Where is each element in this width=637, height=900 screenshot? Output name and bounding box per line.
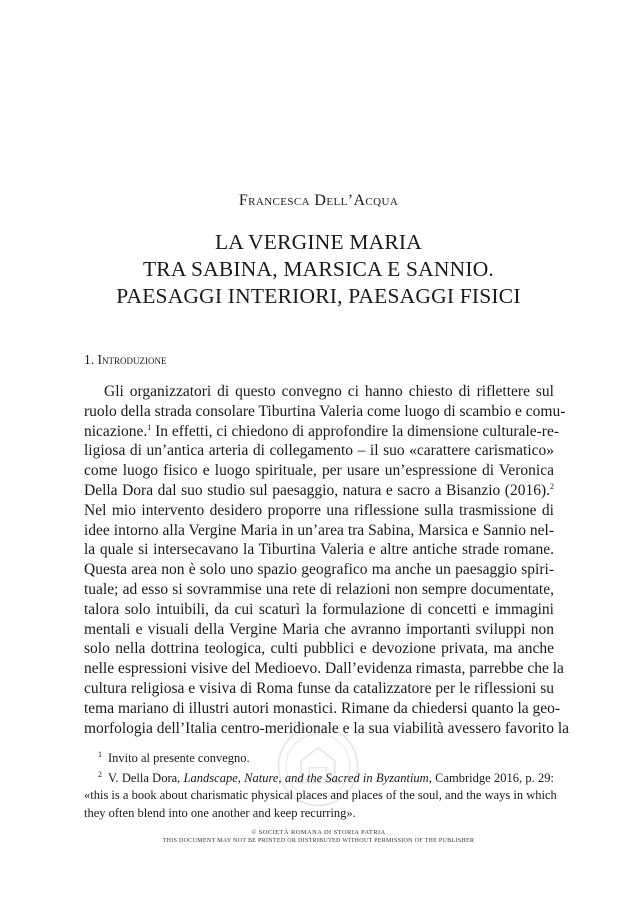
footnote-1 bbox=[84, 750, 554, 768]
footnote-text: Invito al presente convegno. bbox=[108, 751, 250, 765]
distribution-notice: THIS DOCUMENT MAY NOT BE PRINTED OR DISTRIBUTED WITHOUT PERMISSION OF THE PUBLISHER bbox=[162, 838, 475, 844]
body-text-fragment: Della Dora dal suo studio sul paesaggio, natura e sacro a Bisanzio (2016). bbox=[84, 481, 550, 499]
copyright-line: © SOCIETÀ ROMANA DI STORIA PATRIA bbox=[251, 829, 386, 836]
body-text bbox=[84, 382, 570, 738]
body-line: come luogo fisico e luogo spirituale, per usare un’espressione di Veronica bbox=[84, 462, 554, 480]
body-line: la quale si intersecavano la Tiburtina Valeria e altre antiche strade romane. bbox=[84, 541, 554, 559]
body-text-fragment: In effetti, ci chiedono di approfondire la dimensione culturale-re- bbox=[155, 422, 559, 440]
body-line: tema mariano di illustri autori monastici. Rimane da chiedersi quanto la geo- bbox=[84, 699, 561, 717]
footnote-reference[interactable]: 1 bbox=[147, 422, 152, 432]
body-line: Gli organizzatori di questo convegno ci hanno chiesto di riflettere sul bbox=[104, 383, 554, 400]
footnote-mark: 2 bbox=[98, 769, 102, 779]
title-line: LA VERGINE MARIA bbox=[214, 230, 423, 254]
body-line bbox=[84, 422, 559, 442]
body-line: mentali e visuali della Vergine Maria che avranno importanti sviluppi non bbox=[84, 620, 554, 638]
body-line: ruolo della strada consolare Tiburtina Valeria come luogo di scambio e comu- bbox=[84, 402, 566, 420]
footnote-text: , Cambridge 2016, p. 29: bbox=[428, 770, 554, 785]
footnote-mark: 1 bbox=[98, 750, 102, 759]
title-line: TRA SABINA, MARSICA E SANNIO. bbox=[142, 257, 495, 281]
footnote-2-line: «this is a book about charismatic physical places and places of the soul, and the ways in which bbox=[84, 788, 557, 802]
body-line: idee intorno alla Vergine Maria in un’area tra Sabina, Marsica e Sannio nel- bbox=[84, 521, 554, 539]
author-name: Francesca Dell’Acqua bbox=[238, 192, 399, 209]
body-line: morfologia dell’Italia centro-meridionale e la sua viabilità avessero favorito la bbox=[84, 719, 570, 737]
footnotes bbox=[84, 750, 557, 822]
title-line: PAESAGGI INTERIORI, PAESAGGI FISICI bbox=[116, 284, 521, 308]
footnote-text: V. Della Dora, bbox=[108, 770, 184, 785]
body-line: Nel mio intervento desidero proporre una riflessione sulla trasmissione di bbox=[84, 501, 554, 519]
body-line bbox=[84, 481, 554, 501]
cited-book-title: Landscape, Nature, and the Sacred in Byzantium bbox=[183, 770, 429, 785]
body-line: ligiosa di un’antica arteria di collegamento – il suo «carattere carismatico» bbox=[84, 442, 554, 460]
body-text-fragment: nicazione. bbox=[84, 422, 148, 440]
body-line: tuale; ad esso si sovrammise una rete di relazioni non sempre documentate, bbox=[84, 580, 554, 598]
body-line: nelle espressioni visive del Medioevo. Dall’evidenza rimasta, parrebbe che la bbox=[84, 660, 564, 678]
footnote-reference[interactable]: 2 bbox=[550, 481, 554, 491]
footnote-2-line: they often blend into one another and keep recurring». bbox=[84, 805, 356, 820]
body-line: cultura religiosa e visiva di Roma funse da catalizzatore per le riflessioni su bbox=[84, 679, 554, 697]
section-heading: 1. Introduzione bbox=[84, 352, 167, 367]
body-line: talora solo intuibili, da cui scaturì la formulazione di concetti e immagini bbox=[84, 600, 554, 618]
body-line: Questa area non è solo uno spazio geografico ma anche un paesaggio spiri- bbox=[84, 561, 554, 579]
article-title bbox=[0, 229, 637, 310]
body-line: solo nella dottrina teologica, culti pubblici e devozione privata, ma anche bbox=[84, 640, 554, 658]
footnote-2 bbox=[84, 770, 554, 788]
